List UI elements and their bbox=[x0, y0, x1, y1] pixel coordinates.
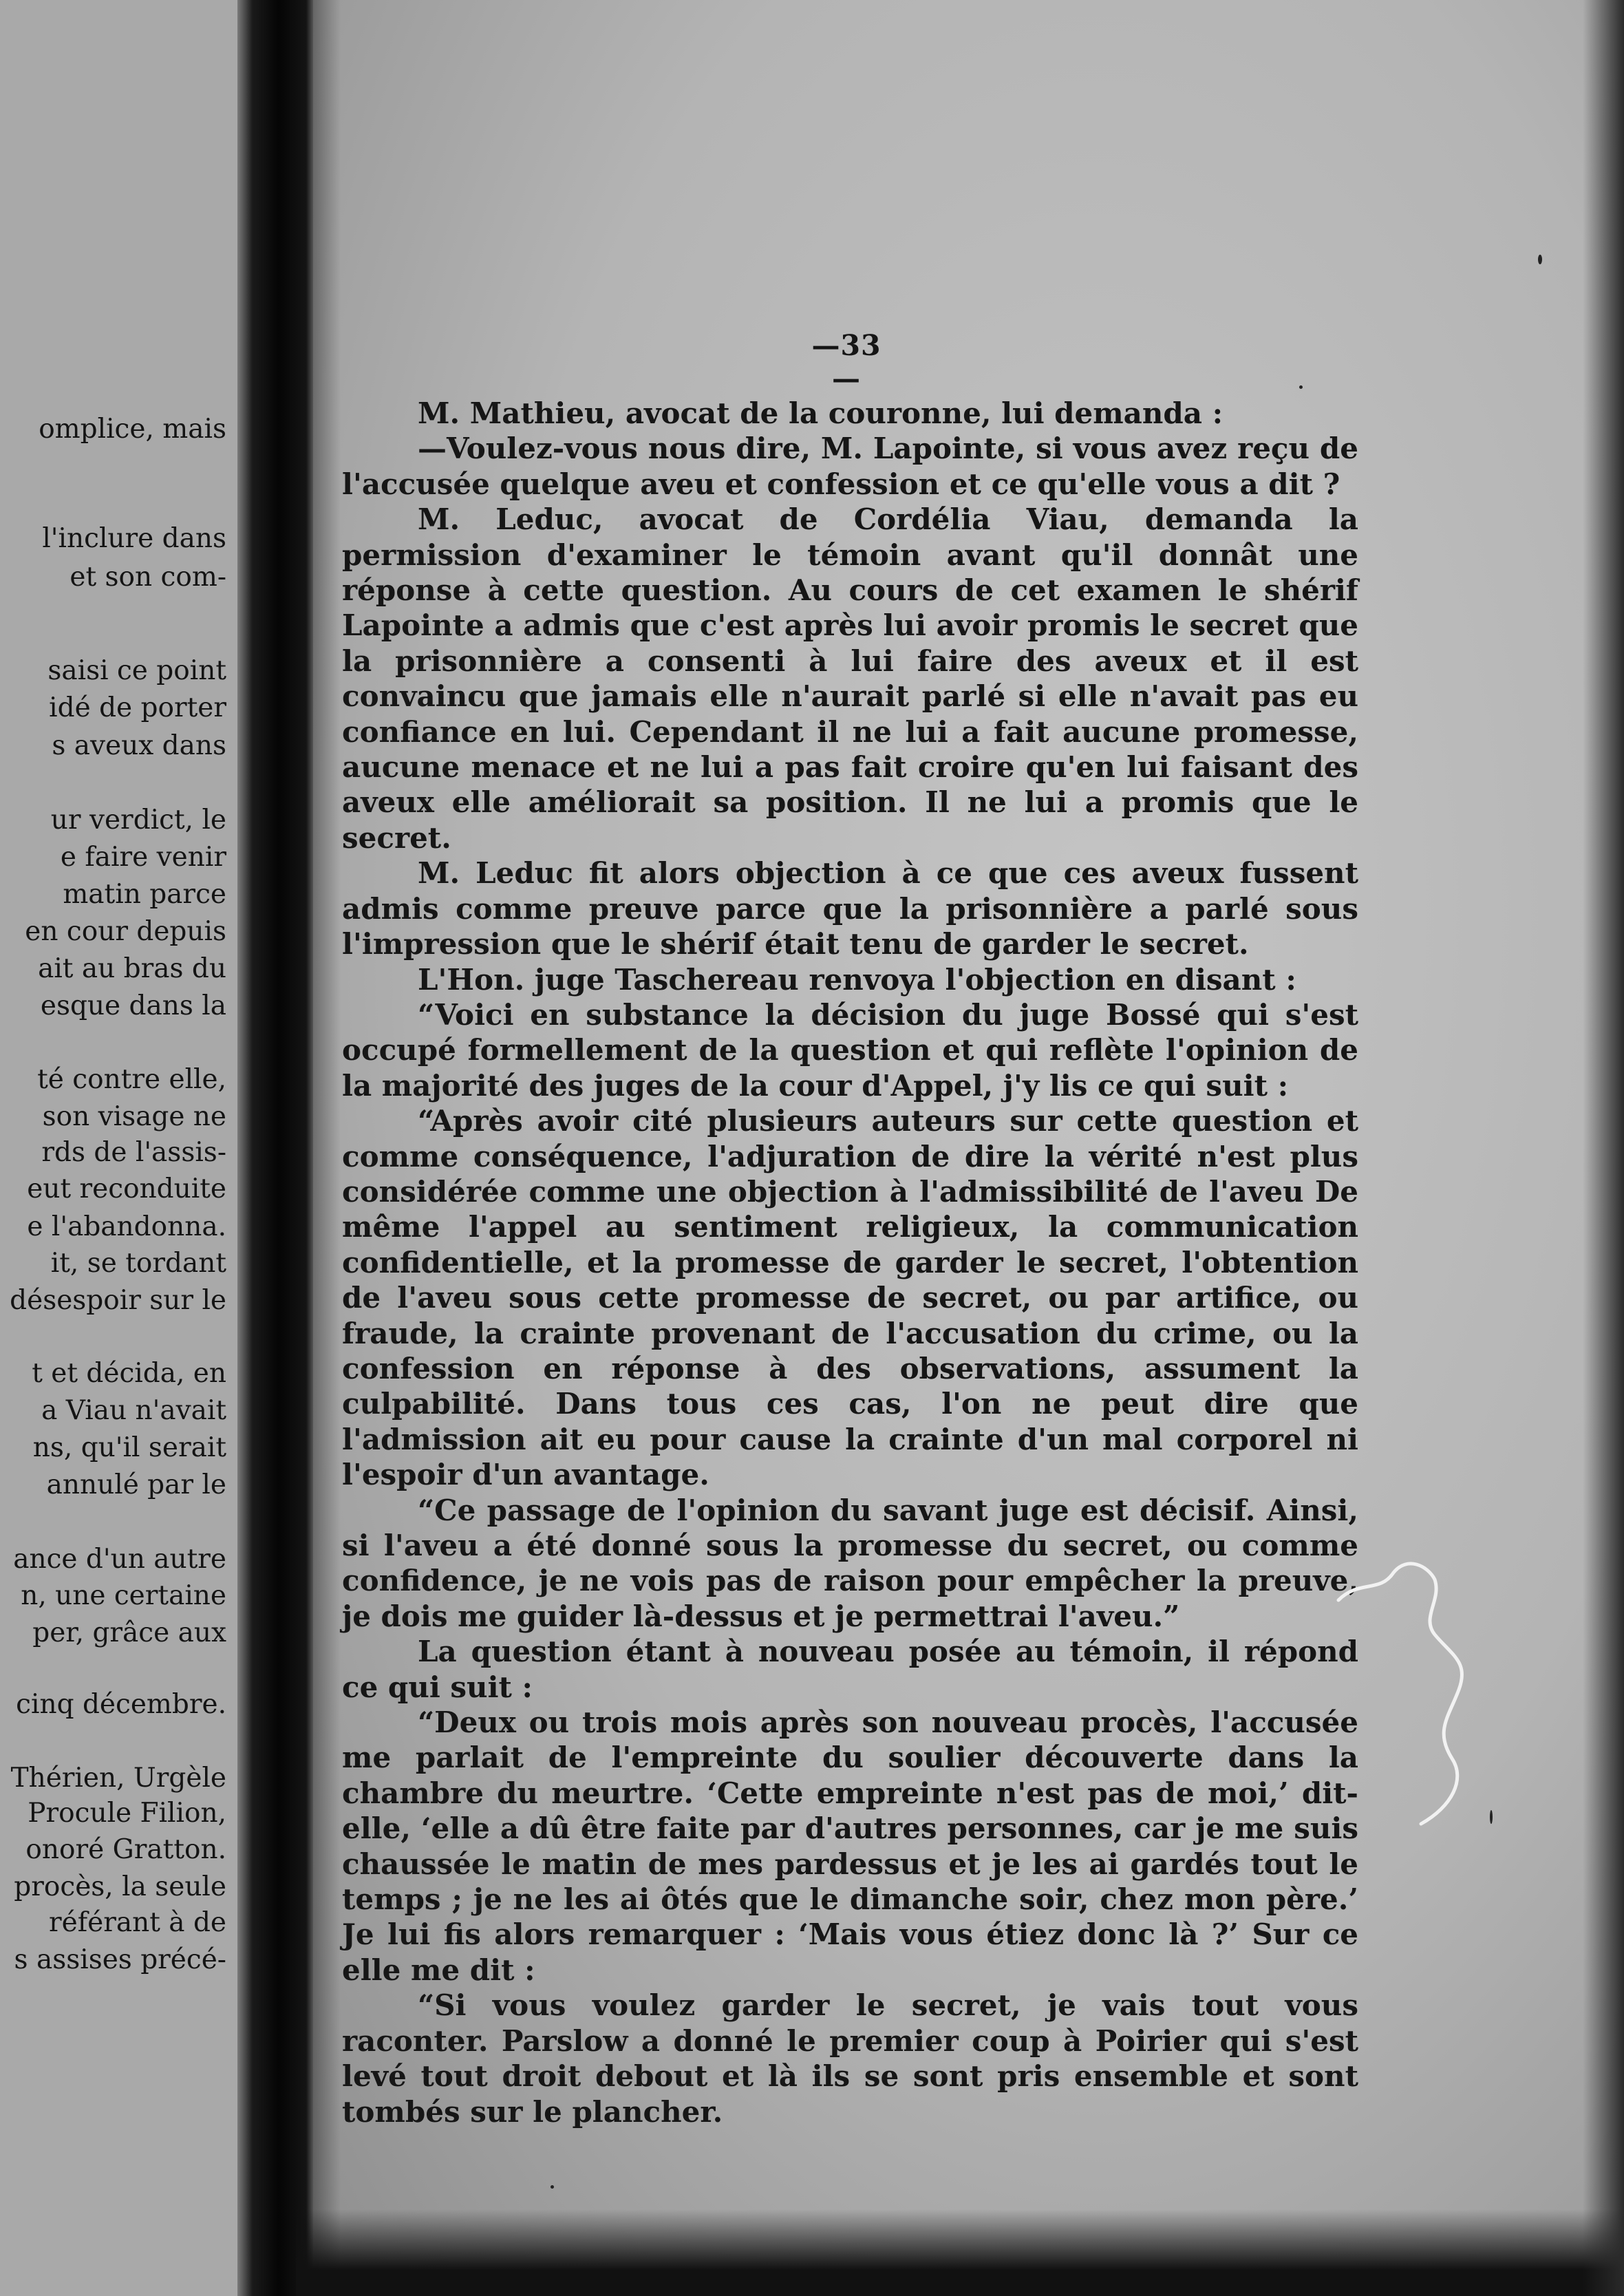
left-page-line: en cour depuis bbox=[25, 916, 226, 947]
left-page-line: désespoir sur le bbox=[10, 1285, 226, 1316]
left-page-line: it, se tordant bbox=[50, 1248, 226, 1279]
left-page-line: ur verdict, le bbox=[50, 805, 226, 836]
left-page-line: matin parce bbox=[63, 879, 226, 910]
left-page-line: esque dans la bbox=[40, 990, 226, 1021]
left-page-line: et son com- bbox=[70, 562, 226, 593]
paragraph: “Ce passage de l'opinion du savant juge est décisif. Ainsi, si l'aveu a été donné sous la promesse du secret, ou comme confidence, je ne vois pas de raison pour empêcher la preuve, je dois me guider là-dessus et je permettrai l'aveu.” bbox=[342, 1493, 1358, 1633]
left-page-line: idé de porter bbox=[49, 692, 226, 723]
left-page-line: onoré Gratton. bbox=[25, 1834, 226, 1865]
speck bbox=[551, 2185, 554, 2189]
left-page-line: per, grâce aux bbox=[32, 1617, 226, 1648]
left-page-line: a Viau n'avait bbox=[41, 1395, 226, 1426]
left-page-line: l'inclure dans bbox=[42, 523, 226, 554]
paragraph: M. Leduc, avocat de Cordélia Viau, demanda la permission d'examiner le témoin avant qu'il donnât une réponse à cette question. Au cours de cet examen le shérif Lapointe a admis que c'est après lui avoir promis le secret que la prisonnière a consenti à lui faire des aveux et il est convaincu que jamais elle n'aurait parlé si elle n'avait pas eu confiance en lui. Cependant il ne lui a fait aucune promesse, aucune menace et ne lui a pas fait croire qu'en lui faisant des aveux elle améliorait sa position. Il ne lui a promis que le secret. bbox=[342, 502, 1358, 855]
left-page-line: eut reconduite bbox=[27, 1173, 226, 1204]
paragraph: —Voulez-vous nous dire, M. Lapointe, si vous avez reçu de l'accusée quelque aveu et confession et ce qu'elle vous a dit ? bbox=[342, 432, 1358, 501]
page-right-shadow bbox=[1583, 0, 1624, 2296]
left-page-line: son visage ne bbox=[42, 1101, 226, 1132]
paragraph: “Voici en substance la décision du juge Bossé qui s'est occupé formellement de la question et qui reflète l'opinion de la majorité des juges de la cour d'Appel, j'y lis ce qui suit : bbox=[342, 997, 1358, 1103]
left-page-line: e l'abandonna. bbox=[27, 1211, 226, 1242]
left-page-line: Thérien, Urgèle bbox=[10, 1763, 226, 1794]
left-page-line: omplice, mais bbox=[39, 414, 226, 445]
paragraph: M. Mathieu, avocat de la couronne, lui demanda : bbox=[418, 396, 1224, 430]
page-bottom-shadow bbox=[296, 2209, 1624, 2296]
left-page-line: rds de l'assis- bbox=[41, 1137, 226, 1168]
speck bbox=[1490, 1810, 1493, 1824]
left-page-line: annulé par le bbox=[46, 1469, 226, 1500]
left-page-line: procès, la seule bbox=[14, 1871, 226, 1902]
left-page-line: ait au bras du bbox=[38, 953, 226, 984]
left-page-line: s aveux dans bbox=[52, 730, 226, 761]
paragraph: L'Hon. juge Taschereau renvoya l'objection en disant : bbox=[418, 962, 1296, 997]
book-gutter bbox=[237, 0, 313, 2296]
left-page-line: saisi ce point bbox=[47, 655, 226, 686]
left-page-fragment bbox=[0, 0, 237, 2296]
paragraph: La question étant à nouveau posée au témoin, il répond ce qui suit : bbox=[342, 1635, 1358, 1704]
left-page-line: s assises précé- bbox=[14, 1944, 226, 1975]
left-page-line: té contre elle, bbox=[37, 1064, 226, 1095]
left-page-line: cinq décembre. bbox=[16, 1689, 226, 1720]
paragraph: “Après avoir cité plusieurs auteurs sur cette question et comme conséquence, l'adjuration de dire la vérité n'est plus considérée comme une objection à l'admissibilité de l'aveu De même l'appel au sentiment religieux, la communication confidentielle, et la promesse de garder le secret, l'obtention de l'aveu sous cette promesse de secret, ou par artifice, ou fraude, la crainte provenant de l'accusation du crime, ou la confession en réponse à des observations, assument la culpabilité. Dans tous ces cas, l'on ne peut dire que l'admission ait eu pour cause la crainte d'un mal corporel ni l'espoir d'un avantage. bbox=[342, 1104, 1358, 1492]
left-page-line: ance d'un autre bbox=[13, 1544, 226, 1575]
pencil-mark bbox=[1332, 1552, 1510, 1841]
speck bbox=[1538, 255, 1542, 264]
left-page-line: référant à de bbox=[48, 1907, 226, 1938]
left-page-line: e faire venir bbox=[60, 842, 226, 873]
left-page-line: ns, qu'il serait bbox=[32, 1432, 226, 1463]
left-page-line: Procule Filion, bbox=[28, 1798, 226, 1829]
paragraph: “Si vous voulez garder le secret, je vais tout vous raconter. Parslow a donné le premier coup à Poirier qui s'est levé tout droit debout et là ils se sont pris ensemble et sont tombés sur le plancher. bbox=[342, 1988, 1358, 2129]
left-page-line: n, une certaine bbox=[21, 1580, 226, 1611]
paragraph: M. Leduc fit alors objection à ce que ces aveux fussent admis comme preuve parce que la prisonnière a parlé sous l'impression que le shérif était tenu de garder le secret. bbox=[342, 856, 1358, 961]
page-number: —33— bbox=[811, 329, 882, 395]
speck bbox=[1299, 385, 1303, 389]
page-body bbox=[342, 396, 1358, 2129]
paragraph: “Deux ou trois mois après son nouveau procès, l'accusée me parlait de l'empreinte du soulier découverte dans la chambre du meurtre. ‘Cette empreinte n'est pas de moi,’ dit-elle, ‘elle a dû être faite par d'autres personnes, car je me suis chaussée le matin de mes pardessus et je les ai gardés tout le temps ; je ne les ai ôtés que le dimanche soir, chez mon père.’ Je lui fis alors remarquer : ‘Mais vous étiez donc là ?’ Sur ce elle me dit : bbox=[342, 1705, 1358, 1987]
left-page-line: t et décida, en bbox=[32, 1358, 226, 1389]
